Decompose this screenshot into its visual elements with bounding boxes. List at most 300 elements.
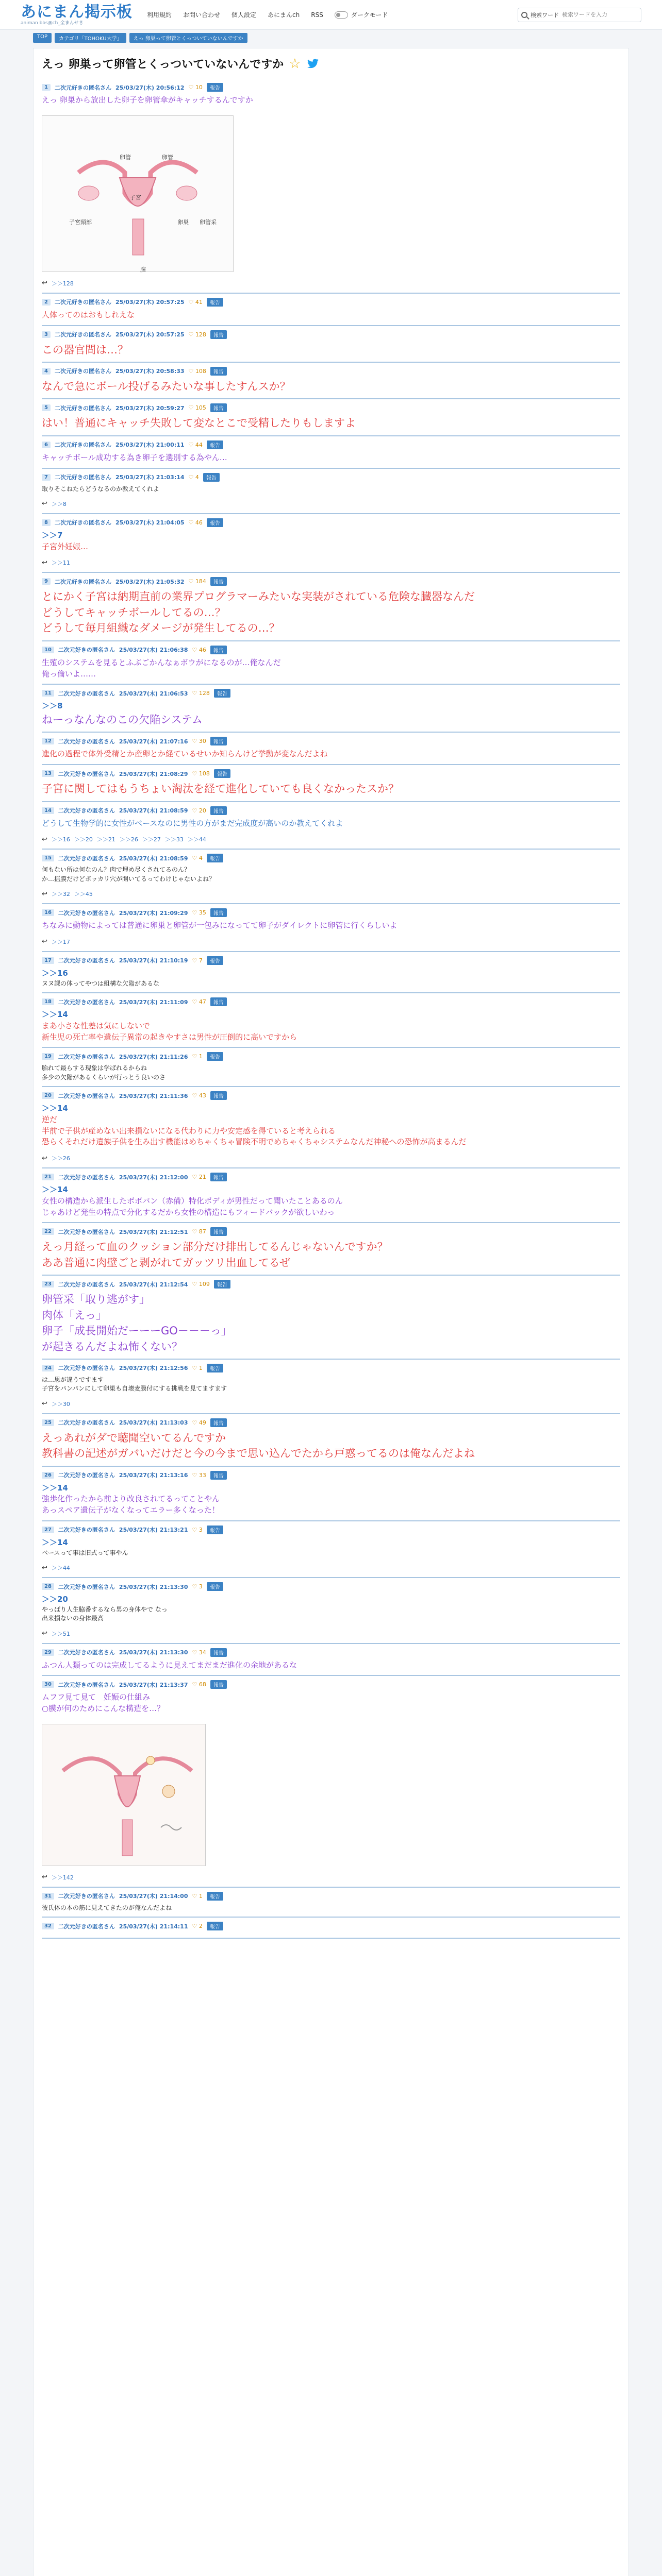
like-count: 41 — [195, 298, 203, 306]
report-button[interactable]: 報告 — [210, 646, 227, 654]
report-button[interactable]: 報告 — [207, 854, 223, 862]
post-body — [42, 378, 620, 398]
post-number[interactable]: 3 — [42, 331, 51, 338]
post-number[interactable]: 14 — [42, 807, 54, 814]
reply-links — [42, 833, 620, 849]
report-button[interactable]: 報告 — [207, 956, 223, 965]
like-count: 20 — [198, 807, 206, 814]
twitter-bird-icon[interactable] — [306, 59, 320, 69]
post-username: 二次元好きの匿名さん — [54, 519, 111, 527]
report-button[interactable]: 報告 — [210, 737, 227, 745]
post-body — [42, 1593, 620, 1628]
post-number[interactable]: 19 — [42, 1053, 54, 1060]
post-item — [42, 1888, 620, 1918]
post-number[interactable]: 12 — [42, 738, 54, 744]
post-item — [42, 802, 620, 850]
post-anchor-link[interactable]: ＞＞14 — [42, 1537, 68, 1547]
like-button[interactable] — [192, 1583, 203, 1590]
heart-icon[interactable]: ♡ — [192, 1174, 199, 1181]
report-button[interactable]: 報告 — [210, 806, 227, 815]
heart-icon[interactable]: ♡ — [188, 473, 195, 481]
like-button[interactable] — [189, 519, 203, 526]
breadcrumb-category[interactable]: カテゴリ「TOHOKU大学」 — [55, 33, 126, 43]
reply-link[interactable]: ＞＞128 — [51, 280, 74, 287]
like-button[interactable] — [192, 1527, 203, 1533]
post-date: 25/03/27(木) 21:12:00 — [119, 1174, 188, 1181]
post-meta — [42, 573, 620, 588]
post-username: 二次元好きの匿名さん — [58, 1649, 115, 1656]
post-anchor-link[interactable]: ＞＞16 — [42, 968, 68, 978]
post-username: 二次元好きの匿名さん — [58, 1228, 115, 1235]
darkmode-toggle[interactable] — [335, 10, 388, 19]
post-meta — [42, 469, 620, 484]
post-username: 二次元好きの匿名さん — [58, 1053, 115, 1060]
post-body — [42, 1183, 620, 1222]
heart-icon[interactable]: ♡ — [192, 1681, 199, 1688]
post-item — [42, 685, 620, 733]
heart-icon[interactable]: ♡ — [188, 298, 195, 306]
post-text-line: 人体ってのはおもしれえな — [42, 310, 135, 319]
post-text-line: 胎れて最らする現象は学ばれるからね — [42, 1064, 147, 1072]
search-input[interactable] — [562, 11, 638, 18]
reply-link[interactable]: ＞＞51 — [51, 1630, 70, 1637]
post-meta — [42, 1360, 620, 1375]
like-button[interactable] — [192, 957, 203, 964]
report-button[interactable]: 報告 — [210, 1418, 227, 1427]
report-button[interactable]: 報告 — [207, 1526, 223, 1534]
post-text-line: 新生児の死亡率や遺伝子異常の起きやすさは男性が圧倒的に高いですから — [42, 1032, 297, 1042]
post-text-line: あっスペア遺伝子がなくなってエラー多くなった！ — [42, 1505, 220, 1515]
like-button[interactable] — [189, 331, 206, 338]
post-number[interactable]: 32 — [42, 1923, 54, 1929]
post-anchor-link[interactable]: ＞＞8 — [42, 701, 63, 711]
report-button[interactable]: 報告 — [203, 473, 220, 482]
post-date: 25/03/27(木) 21:08:59 — [119, 855, 188, 862]
like-button[interactable] — [192, 807, 206, 814]
site-logo[interactable] — [21, 4, 133, 26]
like-count: 68 — [198, 1681, 206, 1688]
post-number[interactable]: 10 — [42, 647, 54, 653]
post-text-line: 卵管采「取り逃がす」 — [42, 1293, 150, 1306]
post-number[interactable]: 26 — [42, 1472, 54, 1479]
like-button[interactable] — [192, 1092, 206, 1099]
like-button[interactable] — [189, 299, 203, 306]
like-button[interactable] — [192, 1893, 203, 1900]
heart-icon[interactable]: ♡ — [188, 519, 195, 526]
post-item — [42, 765, 620, 802]
post-number[interactable]: 22 — [42, 1228, 54, 1235]
post-item — [42, 733, 620, 765]
report-button[interactable]: 報告 — [214, 689, 230, 698]
heart-icon[interactable]: ♡ — [192, 1419, 199, 1426]
post-text-line: 逆だ — [42, 1114, 58, 1124]
site-header — [0, 0, 662, 30]
post-username: 二次元好きの匿名さん — [58, 690, 115, 697]
post-body — [42, 309, 620, 325]
post-item — [42, 641, 620, 685]
post-number[interactable]: 29 — [42, 1649, 54, 1656]
post-text-line: えっ月経って血のクッション部分だけ排出してるんじゃないんですか？ — [42, 1241, 388, 1253]
heart-icon[interactable]: ♡ — [192, 1649, 199, 1656]
post-text-line: ベースって事は旧式って事やん — [42, 1549, 128, 1556]
heart-icon[interactable]: ♡ — [192, 807, 199, 814]
reply-link[interactable]: ＞＞8 — [51, 500, 67, 507]
post-username: 二次元好きの匿名さん — [58, 1527, 115, 1534]
reply-link[interactable]: ＞＞26 — [119, 836, 138, 843]
heart-icon[interactable]: ♡ — [192, 1228, 199, 1235]
like-count: 44 — [195, 441, 203, 448]
like-button[interactable] — [192, 1281, 210, 1287]
heart-icon[interactable]: ♡ — [192, 1471, 199, 1479]
post-username: 二次元好きの匿名さん — [58, 1092, 115, 1099]
like-button[interactable] — [189, 442, 203, 448]
post-date: 25/03/27(木) 21:11:36 — [119, 1092, 188, 1099]
post-body — [42, 967, 620, 992]
post-text-line: なんで急にボール投げるみたいな事したすんスか？ — [42, 380, 291, 393]
post-username: 二次元好きの匿名さん — [58, 1174, 115, 1181]
reply-link[interactable]: ＞＞26 — [51, 1155, 70, 1162]
post-username: 二次元好きの匿名さん — [58, 909, 115, 917]
like-button[interactable] — [192, 1053, 203, 1060]
report-button[interactable]: 報告 — [207, 1364, 223, 1372]
like-count: 1 — [198, 1892, 203, 1900]
reply-link[interactable]: ＞＞45 — [74, 891, 93, 898]
post-username: 二次元好きの匿名さん — [58, 1681, 115, 1688]
post-meta — [42, 79, 620, 94]
toggle-switch[interactable] — [335, 11, 348, 19]
post-date: 25/03/27(木) 21:03:14 — [115, 474, 185, 481]
heart-icon[interactable]: ♡ — [192, 1583, 199, 1590]
heart-icon[interactable]: ♡ — [192, 1892, 199, 1900]
post-anchor-link[interactable]: ＞＞14 — [42, 1104, 68, 1113]
reply-link[interactable]: ＞＞44 — [187, 836, 206, 843]
post-text-line: か…揺膜だけどボッカリ穴が開いてるってわけじゃないよね？ — [42, 875, 216, 883]
report-button[interactable]: 報告 — [207, 440, 223, 449]
report-button[interactable]: 報告 — [210, 403, 227, 412]
post-meta — [42, 765, 620, 780]
search-label: 検索ワード — [531, 11, 559, 19]
post-text-line: 強歩化作ったから前より改良されてるってことやん — [42, 1494, 220, 1504]
report-button[interactable]: 報告 — [210, 577, 227, 586]
reply-link[interactable]: ＞＞20 — [74, 836, 93, 843]
breadcrumb-thread[interactable]: えっ 卵巣って卵管とくっついていないんですか — [129, 33, 247, 43]
post-number[interactable]: 4 — [42, 368, 51, 375]
post-body — [42, 865, 620, 888]
report-button[interactable]: 報告 — [207, 1922, 223, 1930]
post-username: 二次元好きの匿名さん — [54, 331, 111, 338]
post-date: 25/03/27(木) 20:57:25 — [115, 299, 185, 306]
report-button[interactable]: 報告 — [207, 1582, 223, 1591]
report-button[interactable]: 報告 — [207, 83, 223, 92]
like-button[interactable] — [192, 1174, 206, 1180]
post-date: 25/03/27(木) 20:58:33 — [115, 368, 185, 375]
post-body — [42, 1102, 620, 1152]
report-button[interactable]: 報告 — [210, 997, 227, 1006]
post-meta — [42, 326, 620, 341]
post-item — [42, 363, 620, 399]
reply-arrow-icon: ↩ — [42, 938, 47, 946]
post-username: 二次元好きの匿名さん — [58, 1472, 115, 1479]
like-button[interactable] — [192, 909, 206, 916]
report-button[interactable]: 報告 — [210, 1227, 227, 1236]
post-text-line: 生殖のシステムを見るとふぶごかんなぁボウがになるのが…俺なんだ — [42, 657, 281, 667]
post-username: 二次元好きの匿名さん — [54, 578, 111, 585]
heart-icon[interactable]: ♡ — [192, 1092, 199, 1099]
heart-icon[interactable]: ♡ — [192, 1053, 199, 1060]
favorite-star-icon[interactable]: ☆ — [289, 56, 301, 72]
reply-link[interactable]: ＞＞44 — [51, 1565, 70, 1572]
post-item — [42, 904, 620, 952]
heart-icon[interactable]: ♡ — [188, 331, 195, 338]
like-count: 35 — [198, 909, 206, 917]
heart-icon[interactable]: ♡ — [192, 1923, 199, 1930]
heart-icon[interactable]: ♡ — [192, 998, 199, 1006]
like-button[interactable] — [189, 84, 203, 91]
heart-icon[interactable]: ♡ — [192, 1281, 199, 1288]
heart-icon[interactable]: ♡ — [192, 909, 199, 917]
like-count: 105 — [195, 404, 206, 412]
post-text-line: ふつん人類ってのは完成してるように見えてまだまだ進化の余地があるな — [42, 1660, 297, 1670]
reply-arrow-icon: ↩ — [42, 1873, 47, 1882]
like-button[interactable] — [192, 998, 206, 1005]
post-image[interactable] — [42, 1724, 206, 1866]
post-number[interactable]: 20 — [42, 1092, 54, 1099]
like-count: 87 — [198, 1228, 206, 1235]
like-button[interactable] — [192, 1419, 206, 1426]
logo-subtext: animan bbs@ch_全まんせき — [21, 20, 84, 26]
reply-link[interactable]: ＞＞21 — [96, 836, 115, 843]
reply-arrow-icon: ↩ — [42, 835, 47, 843]
report-button[interactable]: 報告 — [214, 769, 230, 778]
heart-icon[interactable]: ♡ — [192, 1526, 199, 1533]
post-meta — [42, 904, 620, 919]
report-button[interactable]: 報告 — [210, 367, 227, 376]
post-text-line: ああ普通に肉壁ごと剥がれてガッツリ出血してるぜ — [42, 1256, 290, 1269]
post-anchor-link[interactable]: ＞＞14 — [42, 1185, 68, 1195]
post-number[interactable]: 5 — [42, 404, 51, 411]
like-button[interactable] — [192, 855, 203, 861]
post-date: 25/03/27(木) 21:12:56 — [119, 1365, 188, 1372]
like-count: 34 — [198, 1649, 206, 1656]
post-item — [42, 469, 620, 514]
like-button[interactable] — [189, 578, 206, 585]
post-username: 二次元好きの匿名さん — [58, 807, 115, 815]
heart-icon[interactable]: ♡ — [192, 957, 199, 964]
report-button[interactable]: 報告 — [210, 1173, 227, 1181]
like-count: 108 — [198, 770, 210, 777]
heart-icon[interactable]: ♡ — [192, 1364, 199, 1371]
nav-rss[interactable]: RSS — [311, 11, 323, 19]
post-username: 二次元好きの匿名さん — [58, 1583, 115, 1590]
like-button[interactable] — [192, 770, 210, 777]
report-button[interactable]: 報告 — [210, 1680, 227, 1689]
like-button[interactable] — [189, 404, 206, 411]
post-date: 25/03/27(木) 21:12:51 — [119, 1228, 188, 1235]
post-number[interactable]: 24 — [42, 1365, 54, 1371]
like-count: 7 — [198, 957, 203, 964]
post-meta — [42, 1521, 620, 1536]
like-count: 47 — [198, 998, 206, 1006]
post-item — [42, 1467, 620, 1521]
reply-arrow-icon: ↩ — [42, 558, 47, 567]
post-username: 二次元好きの匿名さん — [58, 1923, 115, 1930]
post-number[interactable]: 1 — [42, 84, 51, 91]
post-text-line: ねーっなんなのこの欠陥システム — [42, 714, 203, 726]
like-button[interactable] — [192, 1228, 206, 1235]
post-number[interactable]: 21 — [42, 1174, 54, 1180]
post-number[interactable]: 15 — [42, 855, 54, 861]
post-item — [42, 573, 620, 641]
like-button[interactable] — [192, 690, 210, 697]
post-body — [42, 588, 620, 640]
like-button[interactable] — [189, 368, 206, 375]
heart-icon[interactable]: ♡ — [192, 738, 199, 745]
post-item — [42, 514, 620, 573]
post-anchor-link[interactable]: ＞＞14 — [42, 1483, 68, 1493]
post-text-line: やっぱり人生脇番するなら男の身体やで なっ — [42, 1605, 168, 1613]
post-username: 二次元好きの匿名さん — [58, 647, 115, 654]
post-number[interactable]: 25 — [42, 1419, 54, 1426]
post-text-line: は…思が違うですます — [42, 1376, 104, 1383]
post-body — [42, 700, 620, 732]
post-date: 25/03/27(木) 21:13:03 — [119, 1419, 188, 1427]
like-count: 184 — [195, 578, 206, 585]
post-meta — [42, 514, 620, 529]
post-number[interactable]: 6 — [42, 442, 51, 448]
heart-icon[interactable]: ♡ — [188, 404, 195, 412]
report-button[interactable]: 報告 — [210, 908, 227, 917]
like-button[interactable] — [192, 1365, 203, 1371]
report-button[interactable]: 報告 — [207, 1052, 223, 1061]
post-number[interactable]: 30 — [42, 1681, 54, 1688]
post-number[interactable]: 13 — [42, 770, 54, 777]
reply-link[interactable]: ＞＞17 — [51, 938, 70, 945]
post-number[interactable]: 28 — [42, 1583, 54, 1590]
like-count: 3 — [198, 1583, 203, 1590]
post-date: 25/03/27(木) 21:12:54 — [119, 1281, 188, 1288]
post-item — [42, 399, 620, 436]
nav-settings[interactable]: 個人設定 — [231, 11, 257, 19]
heart-icon[interactable]: ♡ — [192, 770, 199, 777]
reply-link[interactable]: ＞＞11 — [51, 560, 70, 567]
post-image[interactable] — [42, 115, 234, 272]
post-number[interactable]: 2 — [42, 299, 51, 306]
post-meta — [42, 1578, 620, 1593]
post-date: 25/03/27(木) 21:13:37 — [119, 1681, 188, 1688]
reply-link[interactable]: ＞＞27 — [142, 836, 161, 843]
reply-link[interactable]: ＞＞16 — [51, 836, 70, 843]
logo-text[interactable]: あにまん掲示板 — [21, 3, 133, 21]
heart-icon[interactable]: ♡ — [188, 367, 195, 375]
like-button[interactable] — [192, 1923, 203, 1929]
post-meta — [42, 1918, 620, 1933]
search-icon[interactable] — [521, 12, 527, 18]
post-date: 25/03/27(木) 21:11:09 — [119, 998, 188, 1006]
post-text-line: まあ小さな性差は気にしないで — [42, 1021, 151, 1030]
post-text-line: ムフフ見て見て 妊娠の仕組み — [42, 1692, 151, 1702]
report-button[interactable]: 報告 — [210, 330, 227, 339]
heart-icon[interactable]: ♡ — [188, 578, 195, 585]
report-button[interactable]: 報告 — [207, 1892, 223, 1901]
like-count: 1 — [198, 1364, 203, 1371]
like-button[interactable] — [192, 1649, 206, 1656]
heart-icon[interactable]: ♡ — [188, 84, 195, 91]
like-button[interactable] — [192, 1681, 206, 1688]
post-text-line: じゃあけど発生の特点で分化するだから女性の構造にもフィードバックが欲しいわっ — [42, 1207, 335, 1217]
report-button[interactable]: 報告 — [207, 298, 223, 307]
post-date: 25/03/27(木) 21:05:32 — [115, 578, 185, 585]
like-button[interactable] — [192, 1472, 206, 1479]
reply-links — [42, 1152, 620, 1167]
heart-icon[interactable]: ♡ — [192, 690, 199, 697]
post-anchor-link[interactable]: ＞＞7 — [42, 530, 63, 540]
post-number[interactable]: 23 — [42, 1281, 54, 1287]
breadcrumb-top[interactable]: TOP — [33, 33, 52, 43]
post-anchor-link[interactable]: ＞＞14 — [42, 1010, 68, 1020]
post-item — [42, 1414, 620, 1467]
post-body — [42, 1903, 620, 1917]
post-username: 二次元好きの匿名さん — [54, 368, 111, 375]
post-body — [42, 1008, 620, 1047]
post-body — [42, 1238, 620, 1275]
post-text-line: 半前で子供が産めない出来損ないになる代わりに力や安定感を得ていると考えられる — [42, 1126, 336, 1136]
post-number[interactable]: 27 — [42, 1527, 54, 1533]
like-button[interactable] — [192, 738, 206, 744]
post-text-line: どうして生物学的に女性がベースなのに男性の方がまだ完成度が高いのか教えてくれよ — [42, 818, 343, 828]
reply-link[interactable]: ＞＞32 — [51, 891, 70, 898]
post-number[interactable]: 7 — [42, 474, 51, 481]
report-button[interactable]: 報告 — [210, 1091, 227, 1100]
like-button[interactable] — [189, 474, 199, 481]
like-button[interactable] — [192, 647, 206, 653]
post-meta — [42, 1414, 620, 1429]
post-number[interactable]: 17 — [42, 957, 54, 964]
reply-link[interactable]: ＞＞33 — [164, 836, 184, 843]
post-number[interactable]: 11 — [42, 690, 54, 697]
post-meta — [42, 363, 620, 378]
post-number[interactable]: 18 — [42, 998, 54, 1005]
nav-terms[interactable]: 利用規約 — [147, 11, 172, 19]
report-button[interactable]: 報告 — [207, 518, 223, 527]
post-username: 二次元好きの匿名さん — [58, 738, 115, 745]
post-anchor-link[interactable]: ＞＞20 — [42, 1595, 68, 1604]
post-number[interactable]: 16 — [42, 909, 54, 916]
post-text-line: 肉体「えっ」 — [42, 1309, 107, 1321]
post-item — [42, 993, 620, 1048]
search-box — [518, 8, 641, 22]
reply-link[interactable]: ＞＞142 — [51, 1874, 74, 1881]
post-body — [42, 1933, 620, 1938]
heart-icon[interactable]: ♡ — [188, 441, 195, 448]
post-number[interactable]: 8 — [42, 519, 51, 526]
like-count: 128 — [198, 690, 210, 697]
post-meta — [42, 1168, 620, 1183]
post-number[interactable]: 9 — [42, 578, 51, 585]
heart-icon[interactable]: ♡ — [192, 855, 199, 862]
report-button[interactable]: 報告 — [214, 1280, 230, 1289]
report-button[interactable]: 報告 — [210, 1648, 227, 1657]
post-meta — [42, 1276, 620, 1291]
heart-icon[interactable]: ♡ — [192, 646, 199, 653]
like-count: 108 — [195, 367, 206, 375]
post-text-line: とにかく子宮は納期直前の業界プログラマーみたいな実装がされている危険な臓器なんだ — [42, 590, 475, 603]
post-date: 25/03/27(木) 20:57:25 — [115, 331, 185, 338]
nav-contact[interactable]: お問い合わせ — [183, 11, 221, 19]
report-button[interactable]: 報告 — [210, 1471, 227, 1480]
nav-animanch[interactable]: あにまんch — [268, 11, 300, 19]
post-number[interactable]: 31 — [42, 1893, 54, 1900]
reply-link[interactable]: ＞＞30 — [51, 1400, 70, 1408]
